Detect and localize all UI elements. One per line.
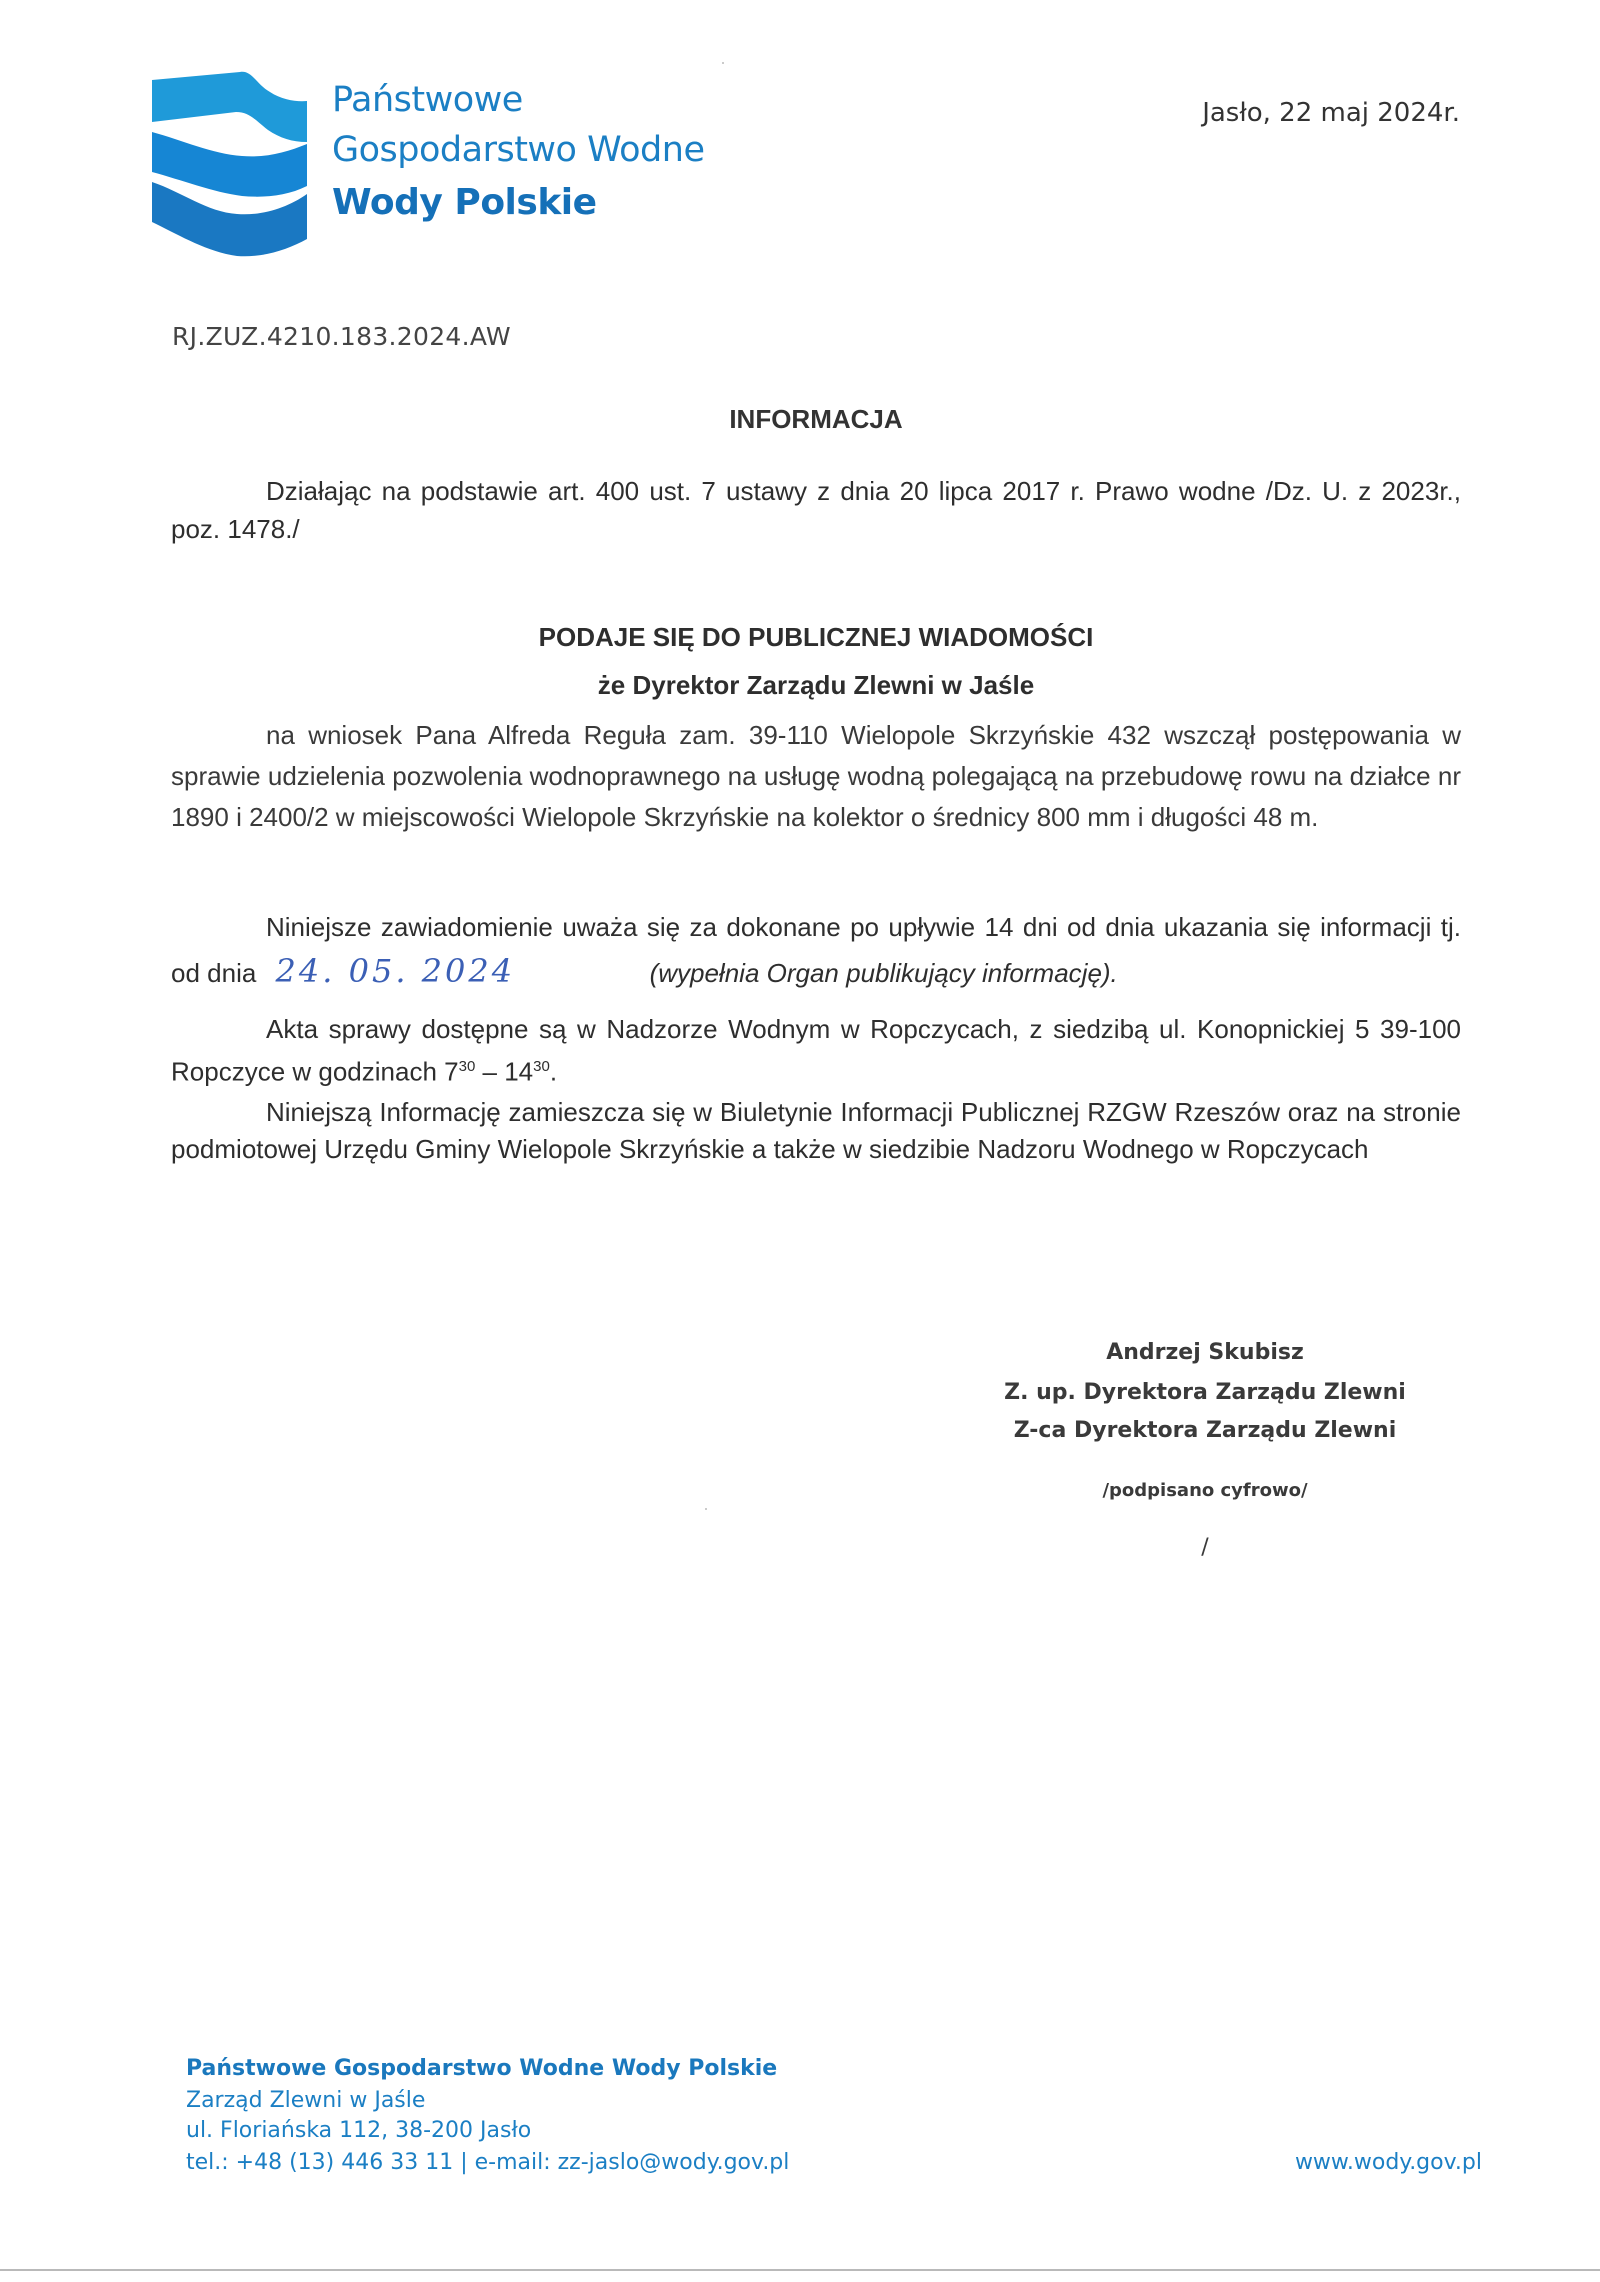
wody-polskie-logo-icon bbox=[152, 64, 307, 259]
footer-unit: Zarząd Zlewni w Jaśle bbox=[186, 2088, 426, 2113]
footer-organization: Państwowe Gospodarstwo Wodne Wody Polskie bbox=[186, 2056, 778, 2081]
legal-basis-paragraph: Działając na podstawie art. 400 ust. 7 ustawy z dnia 20 lipca 2017 r. Prawo wodne /Dz. U. z 2023r., poz. 1478./ bbox=[171, 476, 1461, 544]
logo-org-line-1: Państwowe bbox=[332, 80, 523, 120]
announcement-heading: PODAJE SIĘ DO PUBLICZNEJ WIADOMOŚCI bbox=[538, 622, 1094, 652]
files-end: . bbox=[549, 1056, 558, 1087]
scan-bottom-edge bbox=[0, 2269, 1600, 2271]
notice-text: Niniejsze zawiadomienie uważa się za dokonane po upływie 14 dni od dnia ukazania się informacji tj. od dnia bbox=[171, 912, 1461, 988]
request-paragraph: na wniosek Pana Alfreda Reguła zam. 39-110 Wielopole Skrzyńskie 432 wszczął postępowania w sprawie udzielenia pozwolenia wodnoprawnego na usługę wodną polegającą na przebudowę rowu na działce nr 1890 i 2400/2 w miejscowości Wielopole Skrzyńskie na kolektor o średnicy 800 mm i długości 48 m. bbox=[171, 720, 1461, 832]
hours-dash: – 14 bbox=[475, 1056, 534, 1087]
notice-paragraph bbox=[171, 905, 1461, 995]
logo-wave-top bbox=[152, 72, 307, 142]
footer-address: ul. Floriańska 112, 38-200 Jasło bbox=[186, 2118, 532, 2143]
place-and-date: Jasło, 22 maj 2024r. bbox=[1202, 98, 1460, 128]
handwritten-publication-date: 24. 05. 2024 bbox=[275, 952, 516, 990]
digital-signature-note: /podpisano cyfrowo/ bbox=[1102, 1480, 1308, 1501]
scan-speck bbox=[705, 1508, 707, 1510]
announcement-subheading: że Dyrektor Zarządu Zlewni w Jaśle bbox=[597, 670, 1035, 700]
document-title: INFORMACJA bbox=[729, 404, 903, 434]
logo-org-line-2: Gospodarstwo Wodne bbox=[332, 130, 705, 170]
footer-website-link[interactable]: www.wody.gov.pl bbox=[1294, 2150, 1482, 2175]
signatory-name: Andrzej Skubisz bbox=[1106, 1340, 1304, 1365]
publication-paragraph: Niniejszą Informację zamieszcza się w Biuletynie Informacji Publicznej RZGW Rzeszów oraz na stronie podmiotowej Urzędu Gminy Wielopole Skrzyńskie a także w siedzibie Nadzoru Wodnego w Ropczycach bbox=[171, 1097, 1461, 1164]
signature-mark: / bbox=[1201, 1535, 1209, 1560]
scan-speck bbox=[722, 62, 724, 64]
notice-note: (wypełnia Organ publikujący informację). bbox=[649, 958, 1118, 988]
case-files-paragraph bbox=[171, 1010, 1461, 1091]
files-text: Akta sprawy dostępne są w Nadzorze Wodnym w Ropczycach, z siedzibą ul. Konopnickiej 5 39-100 Ropczyce w godzinach 7 bbox=[171, 1014, 1461, 1087]
hours-to-superscript: 30 bbox=[533, 1058, 550, 1075]
logo-wave-middle bbox=[152, 132, 307, 197]
logo-org-line-3: Wody Polskie bbox=[332, 182, 597, 223]
signatory-role-1: Z. up. Dyrektora Zarządu Zlewni bbox=[1004, 1380, 1406, 1405]
hours-from-superscript: 30 bbox=[458, 1058, 476, 1075]
reference-number: RJ.ZUZ.4210.183.2024.AW bbox=[172, 322, 511, 351]
signatory-role-2: Z-ca Dyrektora Zarządu Zlewni bbox=[1013, 1418, 1397, 1443]
footer-contact: tel.: +48 (13) 446 33 11 | e-mail: zz-jaslo@wody.gov.pl bbox=[186, 2150, 790, 2175]
